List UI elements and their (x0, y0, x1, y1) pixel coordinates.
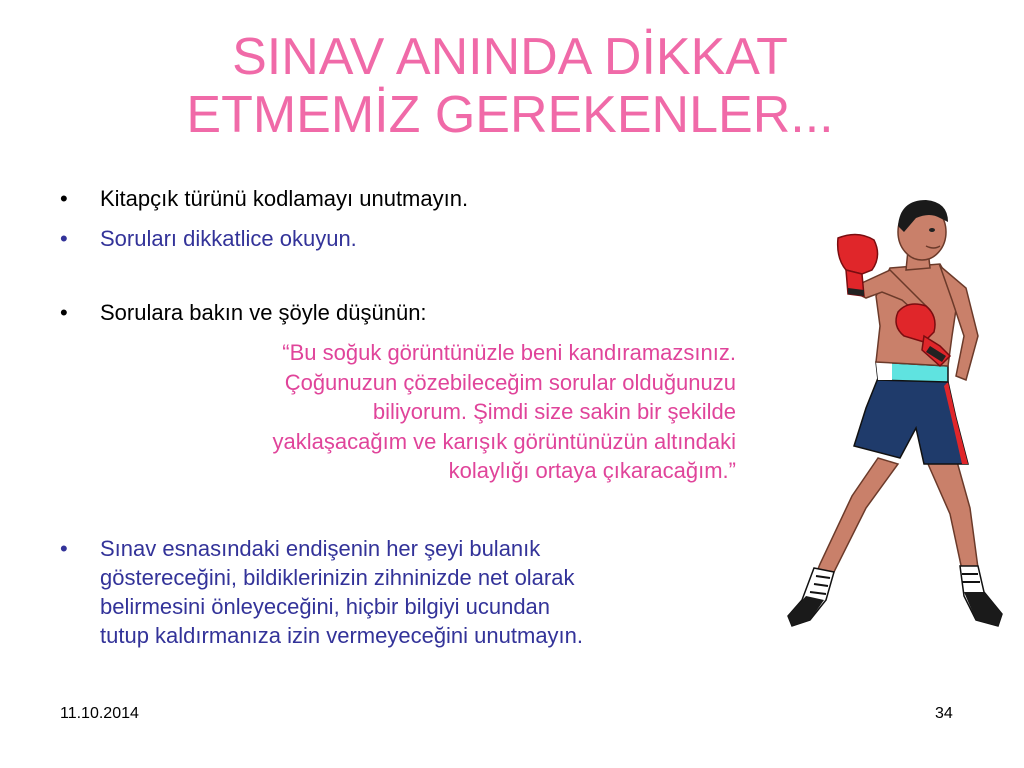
bullet-marker: • (60, 536, 68, 561)
quote-line: “Bu soğuk görüntünüzle beni kandıramazsınız. (282, 340, 736, 365)
bullet-text: Sorulara bakın ve şöyle düşünün: (100, 300, 427, 325)
quote-line: yaklaşacağım ve karışık görüntünüzün altındaki (272, 428, 736, 454)
bullet-text-line: belirmesini önleyeceğini, hiçbir bilgiyi ucundan (100, 594, 551, 619)
bullet-text-line: tutup kaldırmanıza izin vermeyeceğini unutmayın. (100, 623, 584, 648)
slide-title (60, 28, 960, 144)
bullet-text (100, 534, 583, 650)
bullet-text-line: göstereceğini, bildiklerinizin zihninizde net olarak (100, 565, 575, 590)
title-line-1: SINAV ANINDA DİKKAT (232, 28, 788, 86)
boxer-icon (780, 196, 1010, 636)
page-number: 34 (935, 705, 953, 722)
quote-line: Çoğunuzun çözebileceğim sorular olduğunuzu (284, 369, 736, 395)
bullet-text-line: Sınav esnasındaki endişenin her şeyi bulanık (100, 536, 541, 561)
title-line-2: ETMEMİZ GEREKENLER... (186, 86, 834, 144)
bullet-marker: • (60, 186, 68, 211)
quote-line: kolaylığı ortaya çıkaracağım.” (448, 458, 736, 483)
bullet-marker: • (60, 300, 68, 325)
footer-date: 11.10.2014 (60, 705, 139, 722)
bullet-marker: • (60, 226, 68, 251)
quote-block (100, 338, 736, 486)
bullet-text: Soruları dikkatlice okuyun. (100, 226, 357, 251)
quote-line: biliyorum. Şimdi size sakin bir şekilde (372, 399, 736, 424)
bullet-text: Kitapçık türünü kodlamayı unutmayın. (100, 186, 469, 211)
